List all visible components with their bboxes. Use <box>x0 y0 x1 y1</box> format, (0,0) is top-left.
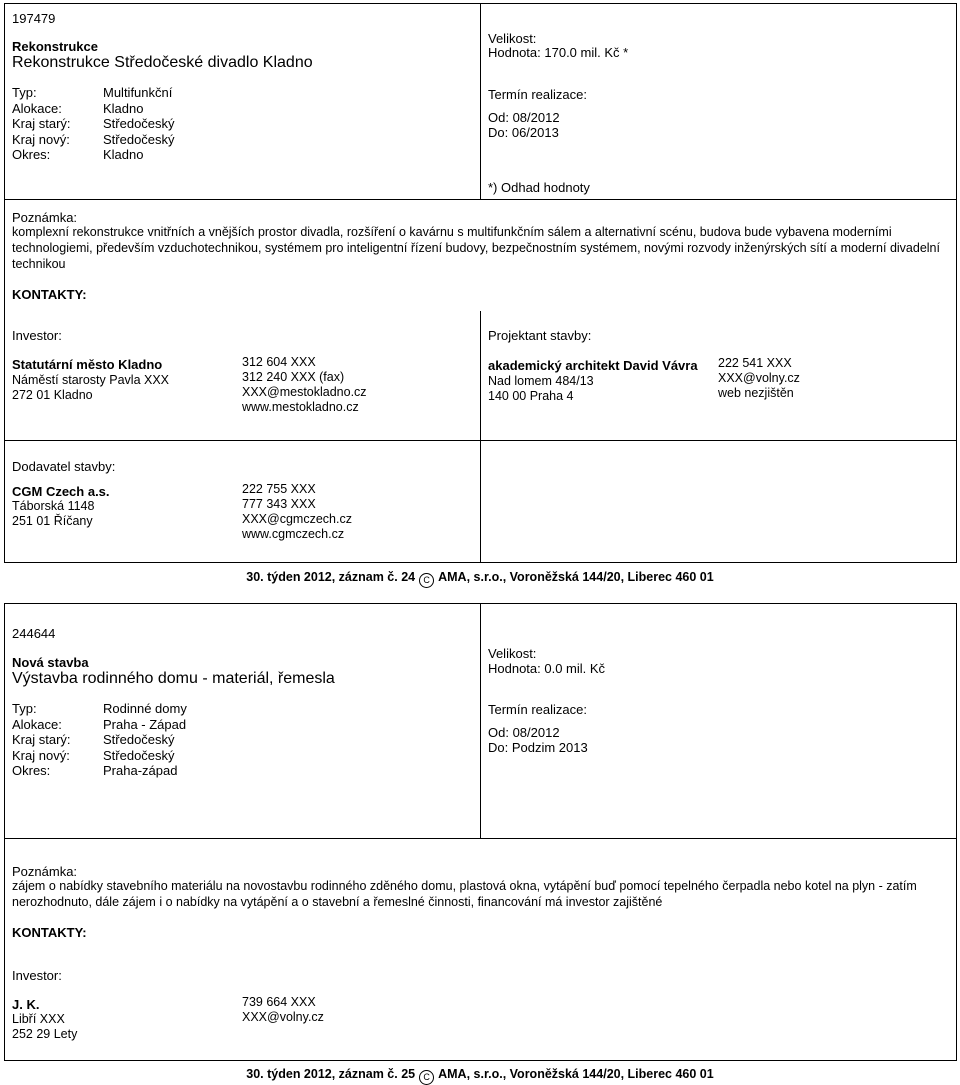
supplier-contact <box>242 482 352 542</box>
footer-publisher: AMA, s.r.o., Voroněžská 144/20, Liberec 460 01 <box>438 1067 714 1081</box>
contact-line: 312 604 XXX <box>242 355 316 369</box>
note-text: zájem o nabídky stavebního materiálu na novostavbu rodinného zděného domu, plastová okna, vytápění buď pomocí tepelného čerpadla nebo kotel na plyn - zatím nerozhodnuto, dále zájem i o nabídky na vytápění a o stavební a řemeslné činnosti, financování má investor zajištěné <box>12 879 917 909</box>
field-value: Kladno <box>103 147 144 162</box>
field-key: Kraj starý: <box>12 116 71 131</box>
term-label: Termín realizace: <box>488 702 587 717</box>
contact-line: www.cgmczech.cz <box>242 527 345 541</box>
contact-line: 312 240 XXX (fax) <box>242 370 345 384</box>
field-value: Středočeský <box>103 732 175 747</box>
contact-line: 222 541 XXX <box>718 356 792 370</box>
term-to: Do: 06/2013 <box>488 125 559 140</box>
designer-name: akademický architekt David Vávra <box>488 358 698 373</box>
address-line: 251 01 Říčany <box>12 514 93 528</box>
record-footer <box>0 1067 960 1085</box>
investor-name: J. K. <box>12 997 40 1012</box>
note-label: Poznámka: <box>12 864 78 879</box>
size-label: Velikost: <box>488 31 537 46</box>
address-line: Táborská 1148 <box>12 499 95 513</box>
term-from: Od: 08/2012 <box>488 725 560 740</box>
designer-label: Projektant stavby: <box>488 328 592 343</box>
investor-contact <box>242 995 324 1025</box>
investor-address <box>12 373 169 403</box>
note-label: Poznámka: <box>12 210 78 225</box>
record-id: 244644 <box>12 626 56 641</box>
field-value: Multifunkční <box>103 85 173 100</box>
field-key: Alokace: <box>12 716 62 732</box>
field-value: Rodinné domy <box>103 701 187 716</box>
field-value: Středočeský <box>103 116 175 131</box>
contact-line: XXX@mestokladno.cz <box>242 385 367 399</box>
record-2-header-column-divider <box>480 603 481 838</box>
address-line: 272 01 Kladno <box>12 388 93 402</box>
field-key: Kraj nový: <box>12 131 70 147</box>
supplier-address <box>12 499 94 529</box>
designer-address <box>488 374 594 404</box>
record-title: Výstavba rodinného domu - materiál, řemesla <box>12 670 335 687</box>
size-label: Velikost: <box>488 646 537 661</box>
note-text: komplexní rekonstrukce vnitřních a vnějších prostor divadla, rozšíření o kavárnu s multifunkčním sálem a alternativní scénu, budova bude vybavena moderními technologiemi, především vzduchotechnikou, systémem pro inteligentní řízení budovy, bezpečnostním systémem, novými rozvody inženýrských sítí a moderní divadelní technikou <box>12 225 940 271</box>
contact-line: www.mestokladno.cz <box>242 400 359 414</box>
estimate-note: *) Odhad hodnoty <box>488 180 590 195</box>
designer-contact <box>718 356 800 401</box>
investor-contact <box>242 355 367 415</box>
record-2-header-divider <box>4 838 957 839</box>
footer-publisher: AMA, s.r.o., Voroněžská 144/20, Liberec 460 01 <box>438 570 714 584</box>
record-fields <box>12 85 175 163</box>
value: Hodnota: 170.0 mil. Kč * <box>488 45 629 60</box>
field-value: Středočeský <box>103 131 175 147</box>
field-value: Praha-západ <box>103 763 178 778</box>
term-label: Termín realizace: <box>488 87 587 102</box>
contact-line: XXX@cgmczech.cz <box>242 512 352 526</box>
record-1-header-column-divider <box>480 3 481 199</box>
record-1-contacts-column-divider <box>480 311 481 563</box>
copyright-icon: C <box>419 573 434 588</box>
record-type: Rekonstrukce <box>12 39 98 54</box>
field-key: Okres: <box>12 147 51 162</box>
term-to: Do: Podzim 2013 <box>488 740 588 755</box>
term-from: Od: 08/2012 <box>488 110 560 125</box>
address-line: Náměstí starosty Pavla XXX <box>12 373 170 387</box>
contact-line: 777 343 XXX <box>242 497 316 511</box>
field-value: Kladno <box>103 100 144 116</box>
field-key: Kraj nový: <box>12 747 70 763</box>
field-key: Alokace: <box>12 100 62 116</box>
value: Hodnota: 0.0 mil. Kč <box>488 661 606 676</box>
record-type: Nová stavba <box>12 655 89 670</box>
contact-line: XXX@volny.cz <box>718 371 800 385</box>
address-line: 140 00 Praha 4 <box>488 389 574 403</box>
footer-issue: 30. týden 2012, záznam č. 25 <box>246 1067 416 1081</box>
record-1-header-divider <box>4 199 957 200</box>
contacts-heading: KONTAKTY: <box>12 925 87 940</box>
address-line: 252 29 Lety <box>12 1027 78 1041</box>
field-key: Kraj starý: <box>12 732 71 747</box>
record-title: Rekonstrukce Středočeské divadlo Kladno <box>12 54 313 71</box>
contacts-heading: KONTAKTY: <box>12 287 87 302</box>
field-key: Typ: <box>12 701 37 716</box>
supplier-label: Dodavatel stavby: <box>12 459 116 474</box>
field-value: Středočeský <box>103 747 175 763</box>
investor-label: Investor: <box>12 328 62 343</box>
copyright-icon: C <box>419 1070 434 1085</box>
contact-line: 739 664 XXX <box>242 995 316 1009</box>
investor-address <box>12 1012 77 1042</box>
field-value: Praha - Západ <box>103 716 187 732</box>
footer-issue: 30. týden 2012, záznam č. 24 <box>246 570 416 584</box>
field-key: Typ: <box>12 85 37 100</box>
contact-line: 222 755 XXX <box>242 482 316 496</box>
record-fields <box>12 701 187 779</box>
contact-line: web nezjištěn <box>718 386 794 400</box>
contact-line: XXX@volny.cz <box>242 1010 324 1024</box>
investor-name: Statutární město Kladno <box>12 357 163 372</box>
investor-label: Investor: <box>12 968 62 983</box>
address-line: Libří XXX <box>12 1012 65 1026</box>
record-id: 197479 <box>12 11 56 26</box>
supplier-name: CGM Czech a.s. <box>12 484 110 499</box>
field-key: Okres: <box>12 763 51 778</box>
record-footer <box>0 570 960 588</box>
address-line: Nad lomem 484/13 <box>488 374 594 388</box>
